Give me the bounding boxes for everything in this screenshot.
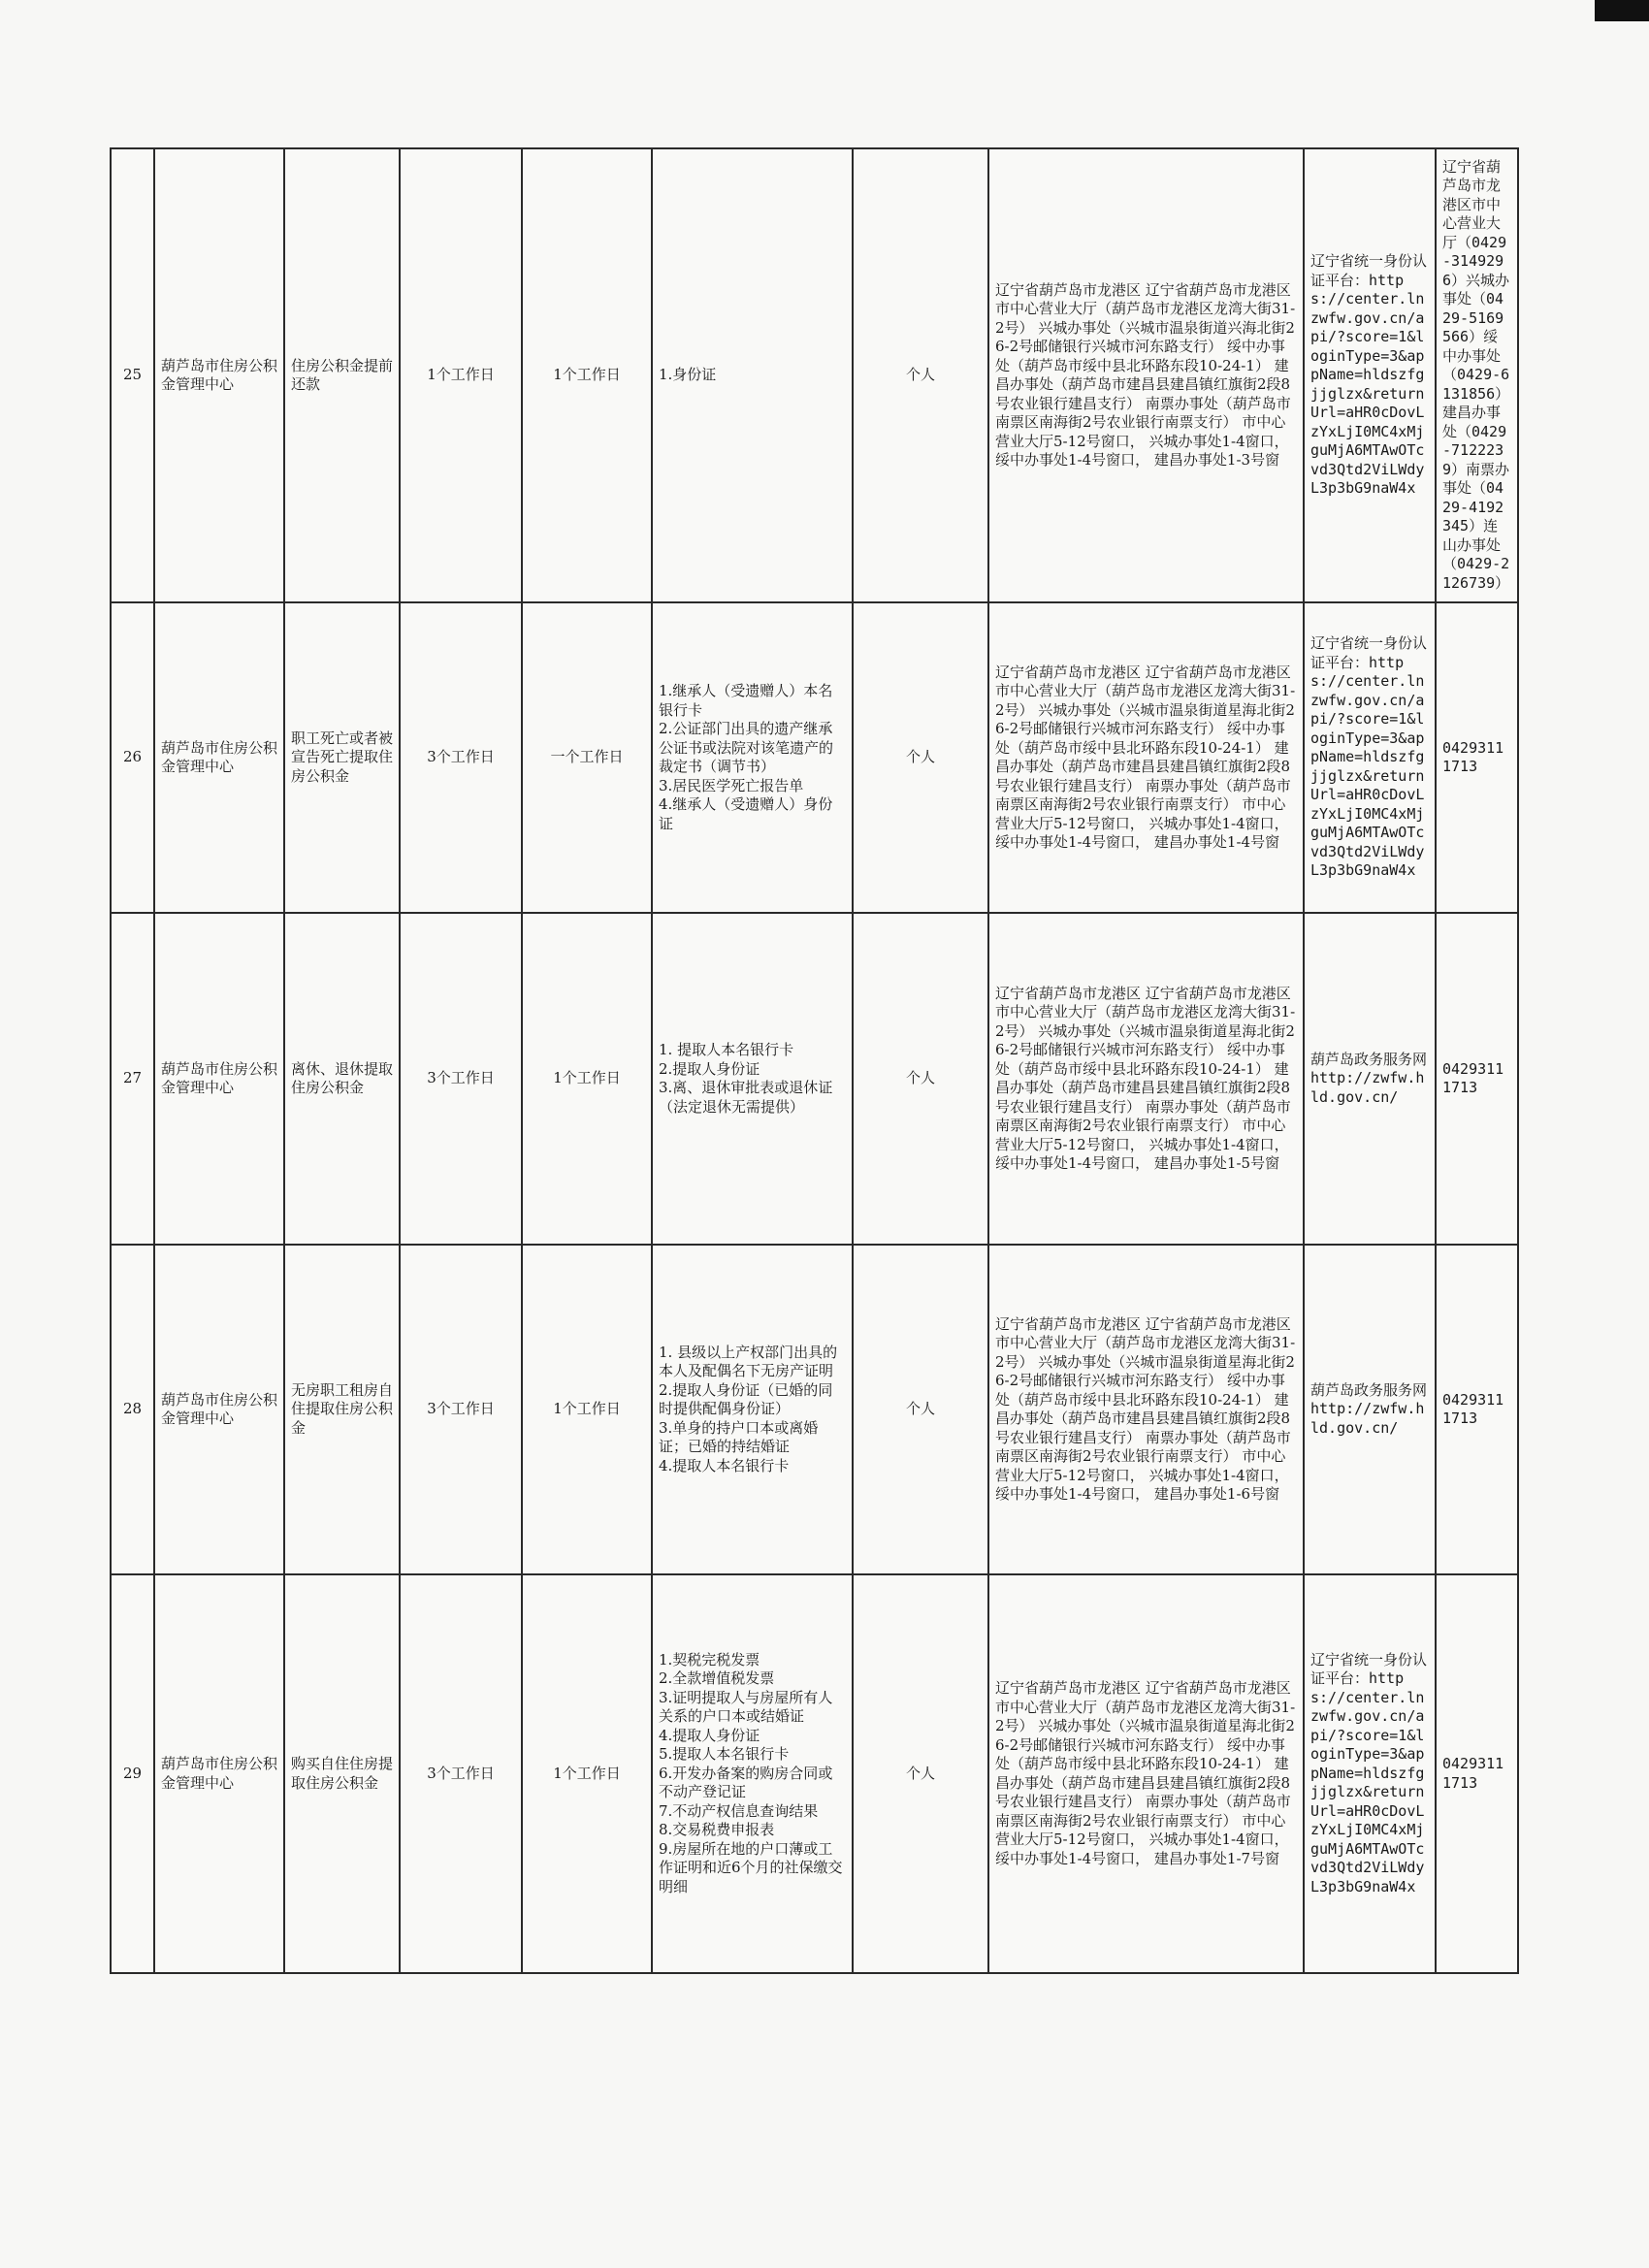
promised-time-limit-cell: 1个工作日 [522, 1245, 652, 1574]
row-number: 25 [111, 148, 154, 602]
table-row [111, 1245, 1518, 1574]
service-item-cell: 无房职工租房自住提取住房公积金 [284, 1245, 400, 1574]
website-cell: 葫芦岛政务服务网 http://zwfw.hld.gov.cn/ [1304, 1245, 1436, 1574]
material-item: 1.身份证 [659, 366, 717, 384]
materials-cell [652, 1245, 853, 1574]
location-cell: 辽宁省葫芦岛市龙港区 辽宁省葫芦岛市龙港区 市中心营业大厅（葫芦岛市龙港区龙湾大街31-2号） 兴城办事处（兴城市温泉街道星海北街26-2号邮储银行兴城市河东路支行） 绥中办事处（葫芦岛市绥中县北环路东段10-24-1） 建昌办事处（葫芦岛市建昌县建昌镇红旗街2段8号农业银行建昌支行） 南票办事处（葫芦岛市南票区南海街2号农业银行南票支行） 市中心营业大厅5-12号窗口， 兴城办事处1-4窗口，绥中办事处1-4号窗口， 建昌办事处1-5号窗 [988, 913, 1304, 1245]
row-number: 26 [111, 602, 154, 913]
material-item: 1. 提取人本名银行卡 [659, 1041, 794, 1058]
service-item-cell: 离休、退休提取住房公积金 [284, 913, 400, 1245]
material-item: 3.离、退休审批表或退休证（法定退休无需提供） [659, 1079, 833, 1116]
material-item: 2.提取人身份证（已婚的同时提供配偶身份证） [659, 1380, 833, 1418]
location-cell: 辽宁省葫芦岛市龙港区 辽宁省葫芦岛市龙港区 市中心营业大厅（葫芦岛市龙港区龙湾大街31-2号） 兴城办事处（兴城市温泉街道兴海北街26-2号邮储银行兴城市河东路支行） 绥中办事处（葫芦岛市绥中县北环路东段10-24-1） 建昌办事处（葫芦岛市建昌县建昌镇红旗街2段8号农业银行建昌支行） 南票办事处（葫芦岛市南票区南海街2号农业银行南票支行） 市中心营业大厅5-12号窗口， 兴城办事处1-4窗口，绥中办事处1-4号窗口， 建昌办事处1-3号窗 [988, 148, 1304, 602]
phone-cell: 04293111713 [1436, 602, 1518, 913]
applicant-type-cell: 个人 [853, 1245, 988, 1574]
material-item: 4.继承人（受遗赠人）身份证 [659, 795, 833, 832]
material-item: 4.提取人身份证 [659, 1726, 760, 1744]
legal-time-limit-cell: 3个工作日 [400, 602, 522, 913]
service-item-cell: 购买自住住房提取住房公积金 [284, 1574, 400, 1973]
legal-time-limit-cell: 3个工作日 [400, 913, 522, 1245]
material-item: 7.不动产权信息查询结果 [659, 1801, 819, 1820]
location-cell: 辽宁省葫芦岛市龙港区 辽宁省葫芦岛市龙港区 市中心营业大厅（葫芦岛市龙港区龙湾大街31-2号） 兴城办事处（兴城市温泉街道星海北街26-2号邮储银行兴城市河东路支行） 绥中办事处（葫芦岛市绥中县北环路东段10-24-1） 建昌办事处（葫芦岛市建昌县建昌镇红旗街2段8号农业银行建昌支行） 南票办事处（葫芦岛市南票区南海街2号农业银行南票支行） 市中心营业大厅5-12号窗口， 兴城办事处1-4窗口，绥中办事处1-4号窗口， 建昌办事处1-4号窗 [988, 602, 1304, 913]
department-cell: 葫芦岛市住房公积金管理中心 [154, 1574, 284, 1973]
location-cell: 辽宁省葫芦岛市龙港区 辽宁省葫芦岛市龙港区 市中心营业大厅（葫芦岛市龙港区龙湾大街31-2号） 兴城办事处（兴城市温泉街道星海北街26-2号邮储银行兴城市河东路支行） 绥中办事处（葫芦岛市绥中县北环路东段10-24-1） 建昌办事处（葫芦岛市建昌县建昌镇红旗街2段8号农业银行建昌支行） 南票办事处（葫芦岛市南票区南海街2号农业银行南票支行） 市中心营业大厅5-12号窗口， 兴城办事处1-4窗口，绥中办事处1-4号窗口， 建昌办事处1-6号窗 [988, 1245, 1304, 1574]
material-item: 2.提取人身份证 [659, 1059, 760, 1078]
website-cell: 辽宁省统一身份认证平台：https://center.lnzwfw.gov.cn/api/?score=1&loginType=3&appName=hldszfgjjglzx&returnUrl=aHR0cDovLzYxLjI0MC4xMjguMjA6MTAwOTcvd3Qtd2ViLWdyL3p3bG9naW4x [1304, 148, 1436, 602]
department-cell: 葫芦岛市住房公积金管理中心 [154, 913, 284, 1245]
material-item: 3.单身的持户口本或离婚证；已婚的持结婚证 [659, 1418, 819, 1456]
row-number: 29 [111, 1574, 154, 1973]
materials-cell [652, 1574, 853, 1973]
materials-cell [652, 148, 853, 602]
legal-time-limit-cell: 3个工作日 [400, 1574, 522, 1973]
materials-cell [652, 602, 853, 913]
scan-edge-mark [1595, 0, 1649, 21]
table-row [111, 1574, 1518, 1973]
service-items-table [110, 147, 1519, 1974]
materials-cell [652, 913, 853, 1245]
promised-time-limit-cell: 1个工作日 [522, 913, 652, 1245]
phone-cell: 04293111713 [1436, 1245, 1518, 1574]
material-item: 4.提取人本名银行卡 [659, 1456, 790, 1474]
phone-cell: 辽宁省葫芦岛市龙港区市中心营业大厅（0429-3149296）兴城办事处（0429-5169566）绥中办事处（0429-6131856）建昌办事处（0429-7122239）南票办事处（0429-4192345）连山办事处（0429-2126739） [1436, 148, 1518, 602]
phone-cell: 04293111713 [1436, 1574, 1518, 1973]
applicant-type-cell: 个人 [853, 913, 988, 1245]
department-cell: 葫芦岛市住房公积金管理中心 [154, 602, 284, 913]
table-row [111, 602, 1518, 913]
promised-time-limit-cell: 1个工作日 [522, 1574, 652, 1973]
department-cell: 葫芦岛市住房公积金管理中心 [154, 148, 284, 602]
website-cell: 辽宁省统一身份认证平台：https://center.lnzwfw.gov.cn/api/?score=1&loginType=3&appName=hldszfgjjglzx&returnUrl=aHR0cDovLzYxLjI0MC4xMjguMjA6MTAwOTcvd3Qtd2ViLWdyL3p3bG9naW4x [1304, 1574, 1436, 1973]
material-item: 3.证明提取人与房屋所有人关系的户口本或结婚证 [659, 1688, 833, 1726]
row-number: 27 [111, 913, 154, 1245]
material-item: 6.开发办备案的购房合同或不动产登记证 [659, 1764, 833, 1801]
applicant-type-cell: 个人 [853, 148, 988, 602]
applicant-type-cell: 个人 [853, 1574, 988, 1973]
material-item: 1. 县级以上产权部门出具的本人及配偶名下无房产证明 [659, 1343, 838, 1380]
service-item-cell: 住房公积金提前还款 [284, 148, 400, 602]
material-item: 2.全款增值税发票 [659, 1669, 775, 1688]
material-item: 2.公证部门出具的遗产继承公证书或法院对该笔遗产的裁定书（调节书） [659, 720, 834, 775]
legal-time-limit-cell: 1个工作日 [400, 148, 522, 602]
department-cell: 葫芦岛市住房公积金管理中心 [154, 1245, 284, 1574]
material-item: 1.继承人（受遗赠人）本名银行卡 [659, 682, 833, 719]
legal-time-limit-cell: 3个工作日 [400, 1245, 522, 1574]
phone-cell: 04293111713 [1436, 913, 1518, 1245]
material-item: 3.居民医学死亡报告单 [659, 776, 804, 794]
row-number: 28 [111, 1245, 154, 1574]
website-cell: 辽宁省统一身份认证平台：https://center.lnzwfw.gov.cn/api/?score=1&loginType=3&appName=hldszfgjjglzx&returnUrl=aHR0cDovLzYxLjI0MC4xMjguMjA6MTAwOTcvd3Qtd2ViLWdyL3p3bG9naW4x [1304, 602, 1436, 913]
website-cell: 葫芦岛政务服务网 http://zwfw.hld.gov.cn/ [1304, 913, 1436, 1245]
material-item: 9.房屋所在地的户口薄或工作证明和近6个月的社保缴交明细 [659, 1839, 843, 1895]
service-item-cell: 职工死亡或者被宣告死亡提取住房公积金 [284, 602, 400, 913]
table-row [111, 913, 1518, 1245]
material-item: 1.契税完税发票 [659, 1650, 760, 1669]
promised-time-limit-cell: 1个工作日 [522, 148, 652, 602]
location-cell: 辽宁省葫芦岛市龙港区 辽宁省葫芦岛市龙港区 市中心营业大厅（葫芦岛市龙港区龙湾大街31-2号） 兴城办事处（兴城市温泉街道星海北街26-2号邮储银行兴城市河东路支行） 绥中办事处（葫芦岛市绥中县北环路东段10-24-1） 建昌办事处（葫芦岛市建昌县建昌镇红旗街2段8号农业银行建昌支行） 南票办事处（葫芦岛市南票区南海街2号农业银行南票支行） 市中心营业大厅5-12号窗口， 兴城办事处1-4窗口，绥中办事处1-4号窗口， 建昌办事处1-7号窗 [988, 1574, 1304, 1973]
promised-time-limit-cell: 一个工作日 [522, 602, 652, 913]
material-item: 8.交易税费申报表 [659, 1821, 775, 1839]
table-row [111, 148, 1518, 602]
applicant-type-cell: 个人 [853, 602, 988, 913]
material-item: 5.提取人本名银行卡 [659, 1745, 790, 1764]
